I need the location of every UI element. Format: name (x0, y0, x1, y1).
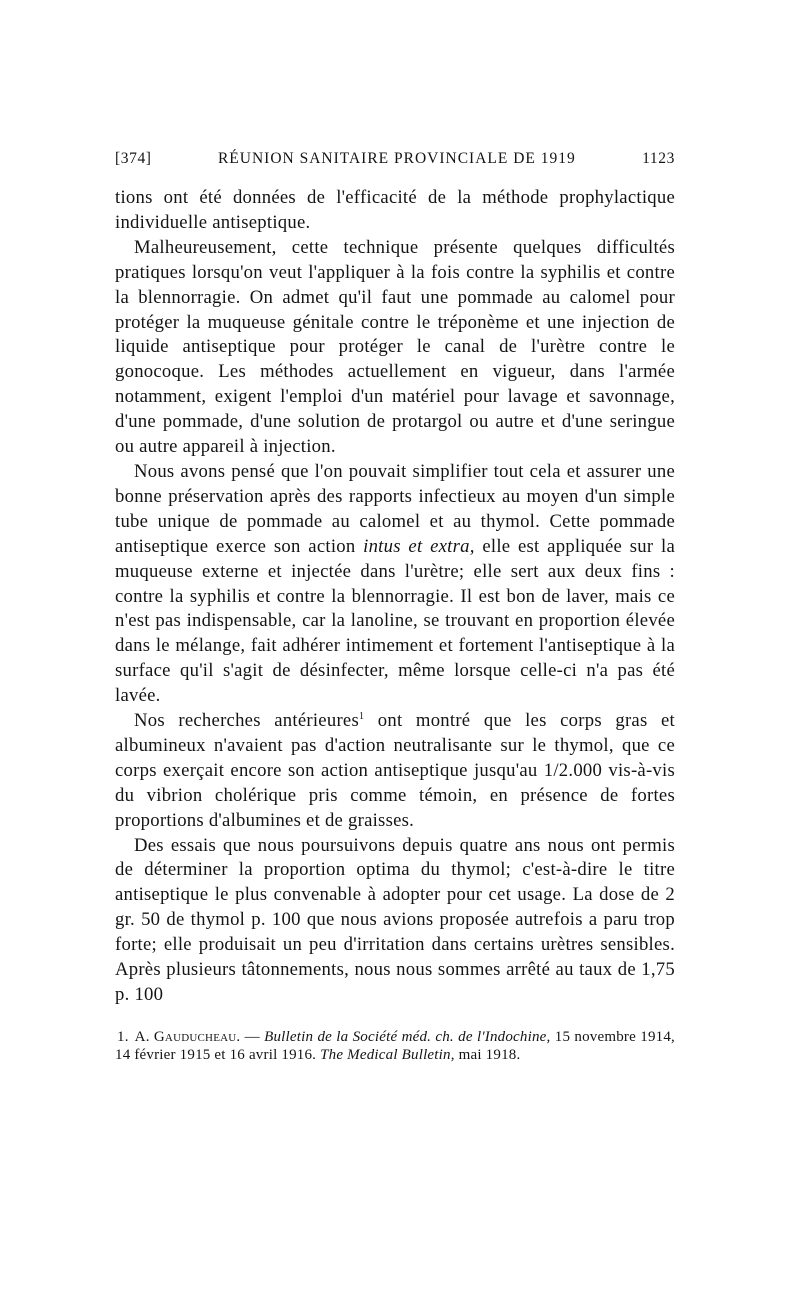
paragraph-text: ont montré que les corps gras et albumineux n'avaient pas d'action neutralisante sur le thymol, que ce corps exerçait encore son action antiseptique jusqu'au 1/2.000 vis-à-vis du vibrion cholérique pris comme témoin, en présence de fortes proportions d'albumines et de graisses. (115, 710, 675, 831)
page-number: 1123 (642, 150, 675, 167)
paragraph-text: Nous avons pensé que l'on pouvait simplifier tout cela et assurer une bonne préservation après des rapports infectieux au moyen d'un simple tube unique de pommade au calomel et au thymol. Cette pommade antiseptique exerce son action (115, 460, 675, 557)
document-page (115, 150, 675, 1065)
paragraph-text: elle est appliquée sur la muqueuse externe et injectée dans l'urètre; elle sert aux deux fins : contre la syphilis et contre la blennorragie. Il est bon de laver, mais ce n'est pas indispensable, car la lanoline, se trouvant en proportion élevée dans le mélange, fait adhérer intimement et fortement l'antiseptique à la surface qu'il s'agit de désinfecter, même lorsque celle-ci n'a pas été lavée. (115, 535, 676, 707)
paragraph (115, 709, 675, 834)
footnote-dash: — (240, 1028, 265, 1045)
running-head (115, 150, 675, 168)
paragraph-text: Nos recherches antérieures (134, 710, 359, 732)
footnote-reference[interactable]: 1 (359, 710, 365, 722)
paragraph (115, 460, 675, 709)
running-title: RÉUNION SANITAIRE PROVINCIALE DE 1919 (217, 150, 576, 167)
page-reference: [374] (115, 150, 152, 167)
paragraph: Malheureusement, cette technique présente quelques difficultés pratiques lorsqu'on veut l'appliquer à la fois contre la syphilis et contre la blennorragie. On admet qu'il faut une pommade au calomel pour protéger la muqueuse génitale contre le tréponème et une injection de liquide antiseptique pour protéger le canal de l'urètre contre le gonocoque. Les méthodes actuellement en vigueur, dans l'armée notamment, exigent l'emploi d'un matériel pour lavage et savonnage, d'une pommade, d'une solution de protargol ou autre et d'une seringue ou autre appareil à injection. (115, 236, 675, 458)
body-text (115, 186, 675, 1008)
paragraph: Des essais que nous poursuivons depuis quatre ans nous ont permis de déterminer la proportion optima du thymol; c'est-à-dire le titre antiseptique le plus convenable à adopter pour cet usage. La dose de 2 gr. 50 de thymol p. 100 que nous avions proposée autrefois a paru trop forte; elle produisait un peu d'irritation dans certains urètres sensibles. Après plusieurs tâtonnements, nous nous sommes arrêté au taux de 1,75 p. 100 (115, 834, 675, 1005)
footnote-journal: Bulletin de la Société méd. ch. de l'Indochine, (264, 1028, 551, 1045)
footnote-author: A. Gauducheau. (134, 1028, 241, 1045)
footnote-tail: mai 1918. (454, 1047, 521, 1064)
footnote-dates: 15 novembre 1914, 14 février 1915 et 16 avril 1916. (115, 1028, 676, 1064)
footnote-number: 1. (117, 1028, 129, 1045)
footnote (115, 1028, 675, 1065)
paragraph-continuation: tions ont été données de l'efficacité de la méthode prophylactique individuelle antiseptique. (115, 187, 675, 233)
latin-phrase: intus et extra, (363, 535, 475, 557)
footnote-journal-2: The Medical Bulletin, (320, 1047, 455, 1064)
